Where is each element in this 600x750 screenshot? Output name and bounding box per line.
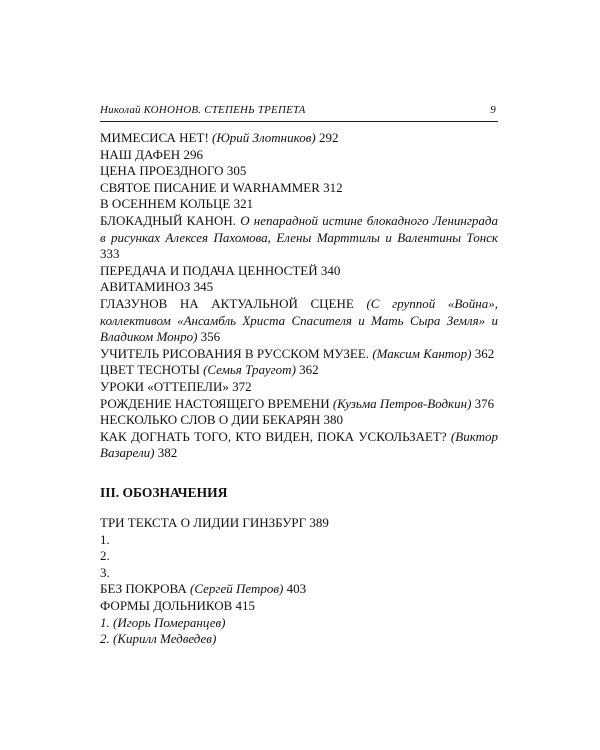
toc-entry-page: 362 [471,345,495,361]
toc-entry-note: 2. (Кирилл Медведев) [100,631,217,647]
toc-entry [100,296,498,346]
toc-entry-title: ЦВЕТ ТЕСНОТЫ [100,362,204,378]
toc-entry-title: КАК ДОГНАТЬ ТОГО, КТО ВИДЕН, ПОКА УСКОЛЬЗАЕТ? [100,428,451,444]
toc-entry [100,263,498,280]
running-header [100,104,498,120]
toc-entry-note: (Максим Кантор) [372,345,472,361]
toc-entry-page: 403 [283,581,307,597]
table-of-contents-section-3 [100,515,498,648]
toc-entry-note: (Семья Траугот) [203,362,296,378]
toc-entry-note: (Кузьма Петров-Водкин) [332,395,472,411]
toc-entry [100,429,498,462]
toc-entry-page: 321 [233,196,254,212]
toc-entry-title: АВИТАМИНОЗ [100,279,194,295]
toc-entry-page: 312 [323,179,343,195]
toc-entry-page: 296 [183,146,203,162]
toc-entry-page: 333 [100,246,120,262]
table-of-contents [100,130,498,462]
toc-entry-title: 1. [100,531,110,547]
toc-entry [100,515,498,532]
toc-entry-page: 292 [315,130,339,145]
toc-entry-note: О непарадной истине блокадного Ленинграда в рисунках Алексея Пахомова, Елены Марттилы и Валентины Тонск [100,212,498,245]
toc-entry [100,279,498,296]
toc-entry [100,213,498,263]
toc-entry-title: СВЯТОЕ ПИСАНИЕ И WARHAMMER [100,179,324,195]
toc-entry-note: 1. (Игорь Померанцев) [100,614,226,630]
toc-entry [100,163,498,180]
toc-entry-page: 356 [197,329,221,345]
toc-entry-title: 3. [100,564,110,580]
toc-entry-title: НАШ ДАФЕН [100,146,184,162]
toc-entry-page: 415 [235,597,256,613]
toc-entry-title: ТРИ ТЕКСТА О ЛИДИИ ГИНЗБУРГ [100,515,310,530]
toc-entry [100,379,498,396]
toc-entry [100,396,498,413]
toc-entry-title: В ОСЕННЕМ КОЛЬЦЕ [100,196,234,212]
toc-entry [100,548,498,565]
toc-entry-note: (Юрий Злотников) [212,130,316,145]
toc-entry [100,615,498,632]
toc-entry-title: БЕЗ ПОКРОВА [100,581,191,597]
toc-entry-title: УЧИТЕЛЬ РИСОВАНИЯ В РУССКОМ МУЗЕЕ. [100,345,373,361]
toc-entry-title: 2. [100,548,110,564]
running-title: Николай КОНОНОВ. СТЕПЕНЬ ТРЕПЕТА [100,104,306,116]
toc-entry-note: (С группой «Война», коллективом «Ансамбль Христа Спасителя и Мать Сыра Земля» и Владиком Монро) [100,295,499,345]
toc-entry-page: 340 [320,262,341,278]
toc-entry-page: 345 [193,279,214,295]
toc-entry-title: МИМЕСИСА НЕТ! [100,130,213,145]
toc-entry [100,130,498,147]
toc-entry-page: 372 [232,378,252,394]
toc-entry-title: УРОКИ «ОТТЕПЕЛИ» [100,378,233,394]
toc-entry-title: ГЛАЗУНОВ НА АКТУАЛЬНОЙ СЦЕНЕ [100,295,367,311]
toc-entry-title: ФОРМЫ ДОЛЬНИКОВ [100,597,236,613]
toc-entry-note: (Сергей Петров) [190,581,284,597]
toc-entry [100,346,498,363]
toc-entry [100,631,498,648]
toc-entry [100,565,498,582]
toc-entry-page: 376 [471,395,495,411]
toc-entry-page: 389 [309,515,329,530]
toc-entry [100,147,498,164]
toc-entry-note: (Виктор Вазарели) [100,428,498,461]
toc-entry-title: НЕСКОЛЬКО СЛОВ О ДИИ БЕКАРЯН [100,412,324,428]
toc-entry-title: БЛОКАДНЫЙ КАНОН. [100,212,241,228]
page-number: 9 [490,104,496,116]
toc-entry [100,196,498,213]
toc-entry [100,180,498,197]
toc-entry-title: ЦЕНА ПРОЕЗДНОГО [100,163,227,179]
toc-entry-page: 305 [226,163,247,179]
toc-entry-title: РОЖДЕНИЕ НАСТОЯЩЕГО ВРЕМЕНИ [100,395,333,411]
header-rule [100,121,498,122]
toc-entry [100,362,498,379]
toc-entry [100,581,498,598]
toc-entry-title: ПЕРЕДАЧА И ПОДАЧА ЦЕННОСТЕЙ [100,262,321,278]
toc-entry-page: 362 [295,362,319,378]
toc-entry [100,598,498,615]
toc-entry-page: 382 [154,445,178,461]
section-heading: III. ОБОЗНАЧЕНИЯ [100,485,228,500]
toc-entry [100,532,498,549]
toc-entry [100,412,498,429]
toc-entry-page: 380 [323,412,344,428]
